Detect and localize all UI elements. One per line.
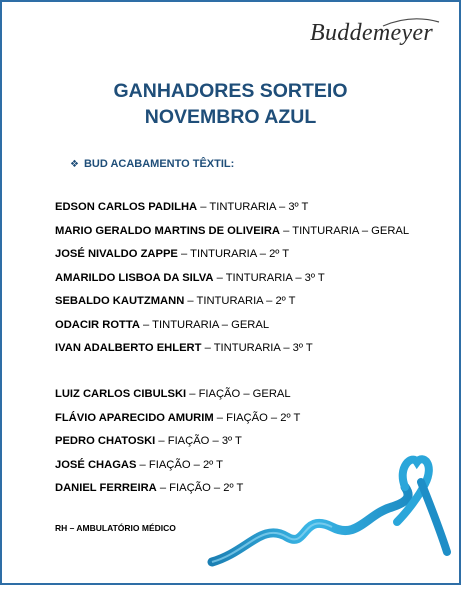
winner-row bbox=[55, 383, 300, 407]
section-heading bbox=[70, 158, 234, 170]
winner-row bbox=[55, 196, 409, 220]
winner-detail: – TINTURARIA – GERAL bbox=[139, 318, 270, 331]
winner-detail: – FIAÇÃO – GERAL bbox=[186, 388, 291, 400]
winner-detail: – FIAÇÃO – 3º T bbox=[155, 435, 242, 447]
winner-name: DANIEL FERREIRA bbox=[55, 482, 157, 494]
winner-detail: – FIAÇÃO – 2º T bbox=[213, 411, 301, 424]
page-title bbox=[2, 78, 459, 130]
winner-detail: – FIAÇÃO – 2º T bbox=[156, 482, 244, 494]
winner-detail: – TINTURARIA – 3º T bbox=[201, 342, 313, 354]
winner-detail: – TINTURARIA – GERAL bbox=[280, 224, 410, 237]
winner-detail: – TINTURARIA – 2º T bbox=[177, 248, 290, 260]
winner-detail: – TINTURARIA – 2º T bbox=[184, 295, 296, 307]
winner-row bbox=[55, 314, 409, 338]
winner-detail: – TINTURARIA – 3º T bbox=[197, 201, 309, 213]
winner-row bbox=[55, 430, 300, 454]
winner-name: PEDRO CHATOSKI bbox=[55, 435, 156, 447]
winner-name: MARIO GERALDO MARTINS DE OLIVEIRA bbox=[55, 224, 280, 237]
winner-name: IVAN ADALBERTO EHLERT bbox=[55, 342, 202, 354]
awareness-ribbon-icon bbox=[207, 452, 457, 572]
winner-row bbox=[55, 220, 409, 244]
footer-signature: RH – AMBULATÓRIO MÉDICO bbox=[55, 523, 176, 533]
winner-name: EDSON CARLOS PADILHA bbox=[55, 201, 198, 213]
winners-list-tinturaria bbox=[55, 196, 409, 361]
winner-name: LUIZ CARLOS CIBULSKI bbox=[55, 388, 187, 400]
winner-name: ODACIR ROTTA bbox=[55, 318, 140, 331]
winner-row bbox=[55, 243, 409, 267]
winner-name: JOSÉ NIVALDO ZAPPE bbox=[55, 248, 178, 260]
title-line-1: GANHADORES SORTEIO bbox=[113, 80, 348, 102]
winner-name: AMARILDO LISBOA DA SILVA bbox=[55, 271, 214, 284]
winner-name: SEBALDO KAUTZMANN bbox=[55, 295, 185, 307]
diamond-bullet-icon: ❖ bbox=[70, 159, 79, 170]
winner-row bbox=[55, 290, 409, 314]
winner-row bbox=[55, 407, 300, 431]
winner-row bbox=[55, 337, 409, 361]
winner-detail: – TINTURARIA – 3º T bbox=[213, 271, 325, 284]
winner-name: JOSÉ CHAGAS bbox=[55, 458, 137, 471]
section-heading-text: BUD ACABAMENTO TÊXTIL: bbox=[83, 158, 235, 170]
winner-name: FLÁVIO APARECIDO AMURIM bbox=[55, 411, 214, 424]
winner-row bbox=[55, 267, 409, 291]
company-logo: Buddemeyer bbox=[310, 20, 433, 46]
title-line-2: NOVEMBRO AZUL bbox=[144, 106, 317, 128]
winner-detail: – FIAÇÃO – 2º T bbox=[136, 458, 224, 471]
